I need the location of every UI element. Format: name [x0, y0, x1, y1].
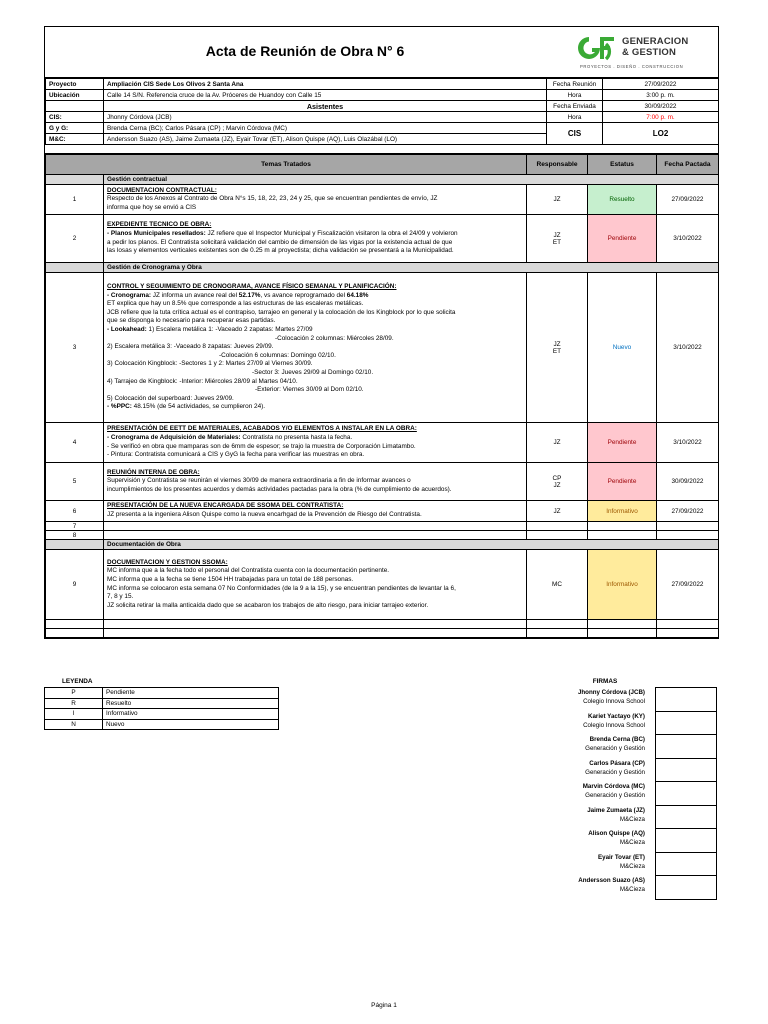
logo-mark-icon: [576, 35, 620, 61]
signature-row: Marvin Córdova (MC) Generación y Gestión: [556, 781, 717, 805]
myc-value: Andersson Suazo (AS), Jaime Zumaeta (JZ), Eyair Tovar (ET), Alison Quispe (AQ), Luis Olazábal (LO): [104, 134, 547, 145]
item-description: PRESENTACIÓN DE LA NUEVA ENCARGADA DE SSOMA DEL CONTRATISTA: JZ presenta a la ingeniera Alison Quispe como la nueva encarhgad de la Prevención de Riesgo del Contratista.: [104, 501, 527, 522]
proyecto-label: Proyecto: [46, 79, 104, 90]
item-description: CONTROL Y SEGUIMIENTO DE CRONOGRAMA, AVANCE FÍSICO SEMANAL Y PLANIFICACIÓN: - Cronograma: JZ informa un avance real del 52.17%, vs avance reprogramado del 64.18% ET explica que hay un 8.5% que corresponde a las estructuras de las escaleras metálicas. JCB refiere que la tuta crítica actual es el contrapiso, tarrajeo en general y la colocación de los Kingblock por lo que solicita que se disponga lo necesario para recuperar esas partidas. - Lookahead: 1) Escalera metálica 1: -Vaceado 2 zapatas: Martes 27/09 -Colocación 2 columnas: Miércoles 28/09. 2) Escalera metálica 3: -Vaceado 8 zapatas: Jueves 29/09. -Colocación 6 columnas: Domingo 02/10. 3) Colocación Kingblock: -Sectores 1 y 2: Martes 27/09 al Viernes 30/09. -Sector 3: Jueves 29/09 al Domingo 02/10. 4) Tarrajeo de Kingblock: -Interior: Miércoles 28/09 al Martes 04/10. -Exterior: Viernes 30/09 al Dom 02/10. 5) Colocación del superboard: Jueves 29/09. - %PPC: 48.15% (de 54 actividades, se cumplieron 24).: [104, 273, 527, 423]
col-estatus: Estatus: [588, 155, 657, 175]
item-description: PRESENTACIÓN DE EETT DE MATERIALES, ACABADOS Y/O ELEMENTOS A INSTALAR EN LA OBRA: - Cronograma de Adquisición de Materiales: Contratista no presenta hasta la fecha. - Se verificó en obra que mamparas son de 6mm de espesor; se trajo la muestra de Corporación Limatambo. - Pintura: Contratista comunicará a CIS y GyG la fecha para verificar las muestras en obra.: [104, 423, 527, 463]
gyg-label: G y G:: [46, 123, 104, 134]
signature-row: Alison Quispe (AQ) M&Cieza: [556, 828, 717, 852]
status-badge: Informativo: [588, 501, 657, 522]
col-responsable: Responsable: [527, 155, 588, 175]
cis-value: Jhonny Córdova (JCB): [104, 112, 547, 123]
signature-box: [655, 711, 717, 736]
fecha-reunion-value: 27/09/2022: [603, 79, 719, 90]
cis-code: CIS: [547, 123, 603, 145]
signatures: [556, 678, 717, 899]
legend-table: [44, 687, 279, 730]
table-row: 9 DOCUMENTACION Y GESTION SSOMA: MC informa que a la fecha todo el personal del Contratista cuenta con la documentación pertinente. MC informa que a la fecha se tiene 1504 HH trabajadas para un total de 188 personas. MC informa se colocaron esta semana 07 No Conformidades (de la 9 a la 15), y se encuentran pendientes de levantar la 6, 7, 8 y 15. JZ solicita retirar la malla anticaída dado que se acabaron los trabajos de alto riesgo, para iniciar tarrajeo exterior. MC Informativo 27/09/2022: [46, 550, 719, 620]
signature-box: [655, 828, 717, 853]
status-badge: Resuelto: [588, 185, 657, 215]
section-documentacion-obra: Documentación de Obra: [104, 540, 719, 550]
project-info-table: [45, 78, 719, 145]
signature-box: [655, 734, 717, 759]
ubicacion-label: Ubicación: [46, 90, 104, 101]
logo-tagline: PROYECTOS . DISEÑO . CONSTRUCCION: [580, 64, 684, 69]
document-sheet: [44, 26, 719, 639]
table-row: 2 EXPEDIENTE TECNICO DE OBRA: - Planos Municipales resellados: JZ refiere que el Inspector Municipal y Fiscalización visitaron la obra el 24/09 y volvieron a pedir los planos. El Contratista solicitará validación del cambio de dimensión de las vigas por la existencia actual de que las losas y elementos verticales existentes son de 0.25 m al proyectista; dicha validación se presentará a la Municipalidad. JZ ET Pendiente 3/10/2022: [46, 215, 719, 263]
table-row: 7: [46, 522, 719, 531]
signature-box: [655, 805, 717, 830]
topics-table: [45, 154, 719, 638]
table-row: 1 DOCUMENTACION CONTRACTUAL: Respecto de los Anexos al Contrato de Obra N°s 15, 18, 22, 23, 24 y 25, que se encuentran pendientes de envío, JZ informa que hoy se envió a CIS JZ Resuelto 27/09/2022: [46, 185, 719, 215]
ubicacion-value: Calle 14 S/N. Referencia cruce de la Av. Próceres de Huandoy con Calle 15: [104, 90, 547, 101]
legend-title: LEYENDA: [62, 678, 93, 685]
cis-label: CIS:: [46, 112, 104, 123]
col-temas-tratados: Temas Tratados: [46, 155, 527, 175]
legend-row: R Resuelto: [45, 698, 279, 709]
signature-box: [655, 758, 717, 783]
table-row: 5 REUNIÓN INTERNA DE OBRA: Supervisión y Contratista se reunirán el viernes 30/09 de manera extraordinaria a fin de informar avances o incumplimientos de los presentes acuerdos y demás actividades pactadas para la obra (% de cumplimiento de acuerdos). CP JZ Pendiente 30/09/2022: [46, 463, 719, 501]
col-fecha-pactada: Fecha Pactada: [657, 155, 719, 175]
legend-row: I Informativo: [45, 709, 279, 720]
signature-row: Jaime Zumaeta (JZ) M&Cieza: [556, 805, 717, 829]
legend-row: N Nuevo: [45, 719, 279, 730]
hora2-label: Hora: [547, 112, 603, 123]
item-description: DOCUMENTACION CONTRACTUAL: Respecto de los Anexos al Contrato de Obra N°s 15, 18, 22, 23, 24 y 25, que se encuentran pendientes de envío, JZ informa que hoy se envió a CIS: [104, 185, 527, 215]
signature-box: [655, 781, 717, 806]
table-row: 4 PRESENTACIÓN DE EETT DE MATERIALES, ACABADOS Y/O ELEMENTOS A INSTALAR EN LA OBRA: - Cronograma de Adquisición de Materiales: Contratista no presenta hasta la fecha. - Se verificó en obra que mamparas son de 6mm de espesor; se trajo la muestra de Corporación Limatambo. - Pintura: Contratista comunicará a CIS y GyG la fecha para verificar las muestras en obra. JZ Pendiente 3/10/2022: [46, 423, 719, 463]
status-badge: Informativo: [588, 550, 657, 620]
signature-row: Brenda Cerna (BC) Generación y Gestión: [556, 734, 717, 758]
section-gestion-cronograma: Gestión de Cronograma y Obra: [104, 263, 719, 273]
fecha-reunion-label: Fecha Reunión: [547, 79, 603, 90]
document-header: [45, 27, 718, 78]
fecha-enviada-label: Fecha Enviada: [547, 101, 603, 112]
hora2-value: 7:00 p. m.: [603, 112, 719, 123]
asistentes-label: Asistentes: [104, 101, 547, 112]
item-description: REUNIÓN INTERNA DE OBRA: Supervisión y Contratista se reunirán el viernes 30/09 de manera extraordinaria a fin de informar avances o incumplimientos de los presentes acuerdos y demás actividades pactadas para la obra (% de cumplimiento de acuerdos).: [104, 463, 527, 501]
section-gestion-contractual: Gestión contractual: [104, 175, 719, 185]
signature-row: Jhonny Córdova (JCB) Colegio Innova School: [556, 687, 717, 711]
item-description: EXPEDIENTE TECNICO DE OBRA: - Planos Municipales resellados: JZ refiere que el Inspector Municipal y Fiscalización visitaron la obra el 24/09 y volvieron a pedir los planos. El Contratista solicitará validación del cambio de dimensión de las vigas por la existencia actual de que las losas y elementos verticales existentes son de 0.25 m al proyectista; dicha validación se presentará a la Municipalidad.: [104, 215, 527, 263]
signature-row: Carlos Pásara (CP) Generación y Gestión: [556, 758, 717, 782]
status-badge: Nuevo: [588, 273, 657, 423]
status-badge: Pendiente: [588, 423, 657, 463]
signatures-title: FIRMAS: [592, 678, 618, 685]
legend-row: P Pendiente: [45, 688, 279, 699]
table-row: 8: [46, 531, 719, 540]
fecha-enviada-value: 30/09/2022: [603, 101, 719, 112]
legend: [44, 678, 279, 730]
proyecto-value: Ampliación CIS Sede Los Olivos 2 Santa Ana: [104, 79, 547, 90]
logo-text-line1: GENERACION: [622, 36, 689, 47]
lo2-code: LO2: [603, 123, 719, 145]
gyg-value: Brenda Cerna (BC); Carlos Pásara (CP) ; Marvin Córdova (MC): [104, 123, 547, 134]
document-title: Acta de Reunión de Obra N° 6: [205, 43, 405, 59]
page-number: Página 1: [371, 1002, 397, 1009]
status-badge: Pendiente: [588, 463, 657, 501]
signature-row: Kariet Yactayo (KY) Colegio Innova School: [556, 711, 717, 735]
hora-value: 3:00 p. m.: [603, 90, 719, 101]
item-description: DOCUMENTACION Y GESTION SSOMA: MC informa que a la fecha todo el personal del Contratista cuenta con la documentación pertinente. MC informa que a la fecha se tiene 1504 HH trabajadas para un total de 188 personas. MC informa se colocaron esta semana 07 No Conformidades (de la 9 a la 15), y se encuentran pendientes de levantar la 6, 7, 8 y 15. JZ solicita retirar la malla anticaída dado que se acabaron los trabajos de alto riesgo, para iniciar tarrajeo exterior.: [104, 550, 527, 620]
signature-row: Andersson Suazo (AS) M&Cieza: [556, 875, 717, 899]
signature-box: [655, 852, 717, 877]
signature-box: [655, 687, 717, 712]
hora-label: Hora: [547, 90, 603, 101]
table-row: 6 PRESENTACIÓN DE LA NUEVA ENCARGADA DE SSOMA DEL CONTRATISTA: JZ presenta a la ingeniera Alison Quispe como la nueva encarhgad de la Prevención de Riesgo del Contratista. JZ Informativo 27/09/2022: [46, 501, 719, 522]
logo-text-line2: & GESTION: [622, 47, 677, 58]
table-row: 3 CONTROL Y SEGUIMIENTO DE CRONOGRAMA, AVANCE FÍSICO SEMANAL Y PLANIFICACIÓN: - Cronograma: JZ informa un avance real del 52.17%, vs avance reprogramado del 64.18% ET explica que hay un 8.5% que corresponde a las estructuras de las escaleras metálicas. JCB refiere que la tuta crítica actual es el contrapiso, tarrajeo en general y la colocación de los Kingblock por lo que solicita que se disponga lo necesario para recuperar esas partidas. - Lookahead: 1) Escalera metálica 1: -Vaceado 2 zapatas: Martes 27/09 -Colocación 2 columnas: Miércoles 28/09. 2) Escalera metálica 3: -Vaceado 8 zapatas: Jueves 29/09. -Colocación 6 columnas: Domingo 02/10. 3) Colocación Kingblock: -Sectores 1 y 2: Martes 27/09 al Viernes 30/09. -Sector 3: Jueves 29/09 al Domingo 02/10. 4) Tarrajeo de Kingblock: -Interior: Miércoles 28/09 al Martes 04/10. -Exterior: Viernes 30/09 al Dom 02/10. 5) Colocación del superboard: Jueves 29/09. - %PPC: 48.15% (de 54 actividades, se cumplieron 24). JZ ET Nuevo 3/10/2022: [46, 273, 719, 423]
status-badge: Pendiente: [588, 215, 657, 263]
signature-row: Eyair Tovar (ET) M&Cieza: [556, 852, 717, 876]
myc-label: M&C:: [46, 134, 104, 145]
company-logo: [576, 33, 714, 73]
signature-box: [655, 875, 717, 900]
